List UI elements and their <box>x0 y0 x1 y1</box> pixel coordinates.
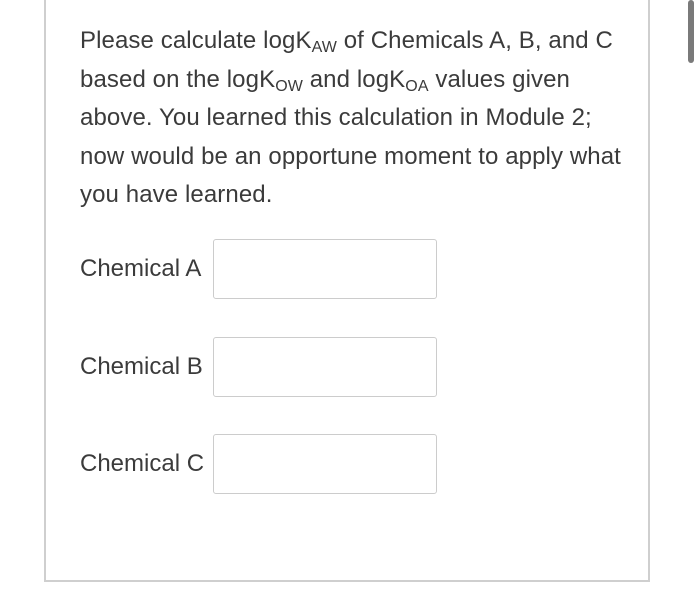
question-text-part-1: Please calculate logK <box>80 27 312 54</box>
question-text-part-3: and logK <box>302 65 406 93</box>
chemical-b-label: Chemical B <box>80 353 203 380</box>
question-text <box>80 22 640 215</box>
chemical-a-label: Chemical A <box>80 255 202 282</box>
question-text-part-4: values given above. You learned this calculation in Module 2; now would be an opportune moment to apply what you have learned. <box>80 65 621 208</box>
answer-row-chemical-a <box>80 239 480 299</box>
scrollbar-thumb[interactable] <box>688 0 694 63</box>
question-text-part-2: of Chemicals A, B, and C based on the logK <box>80 27 613 93</box>
chemical-c-label: Chemical C <box>80 450 205 477</box>
answer-row-chemical-b <box>80 337 480 397</box>
chemical-a-input[interactable] <box>213 239 437 299</box>
subscript-oa: OA <box>405 77 429 95</box>
subscript-ow: OW <box>275 77 303 95</box>
answer-row-chemical-c <box>80 434 480 494</box>
subscript-aw: AW <box>311 39 337 56</box>
question-card <box>44 0 650 582</box>
chemical-b-input[interactable] <box>213 337 437 397</box>
chemical-c-input[interactable] <box>213 434 437 494</box>
